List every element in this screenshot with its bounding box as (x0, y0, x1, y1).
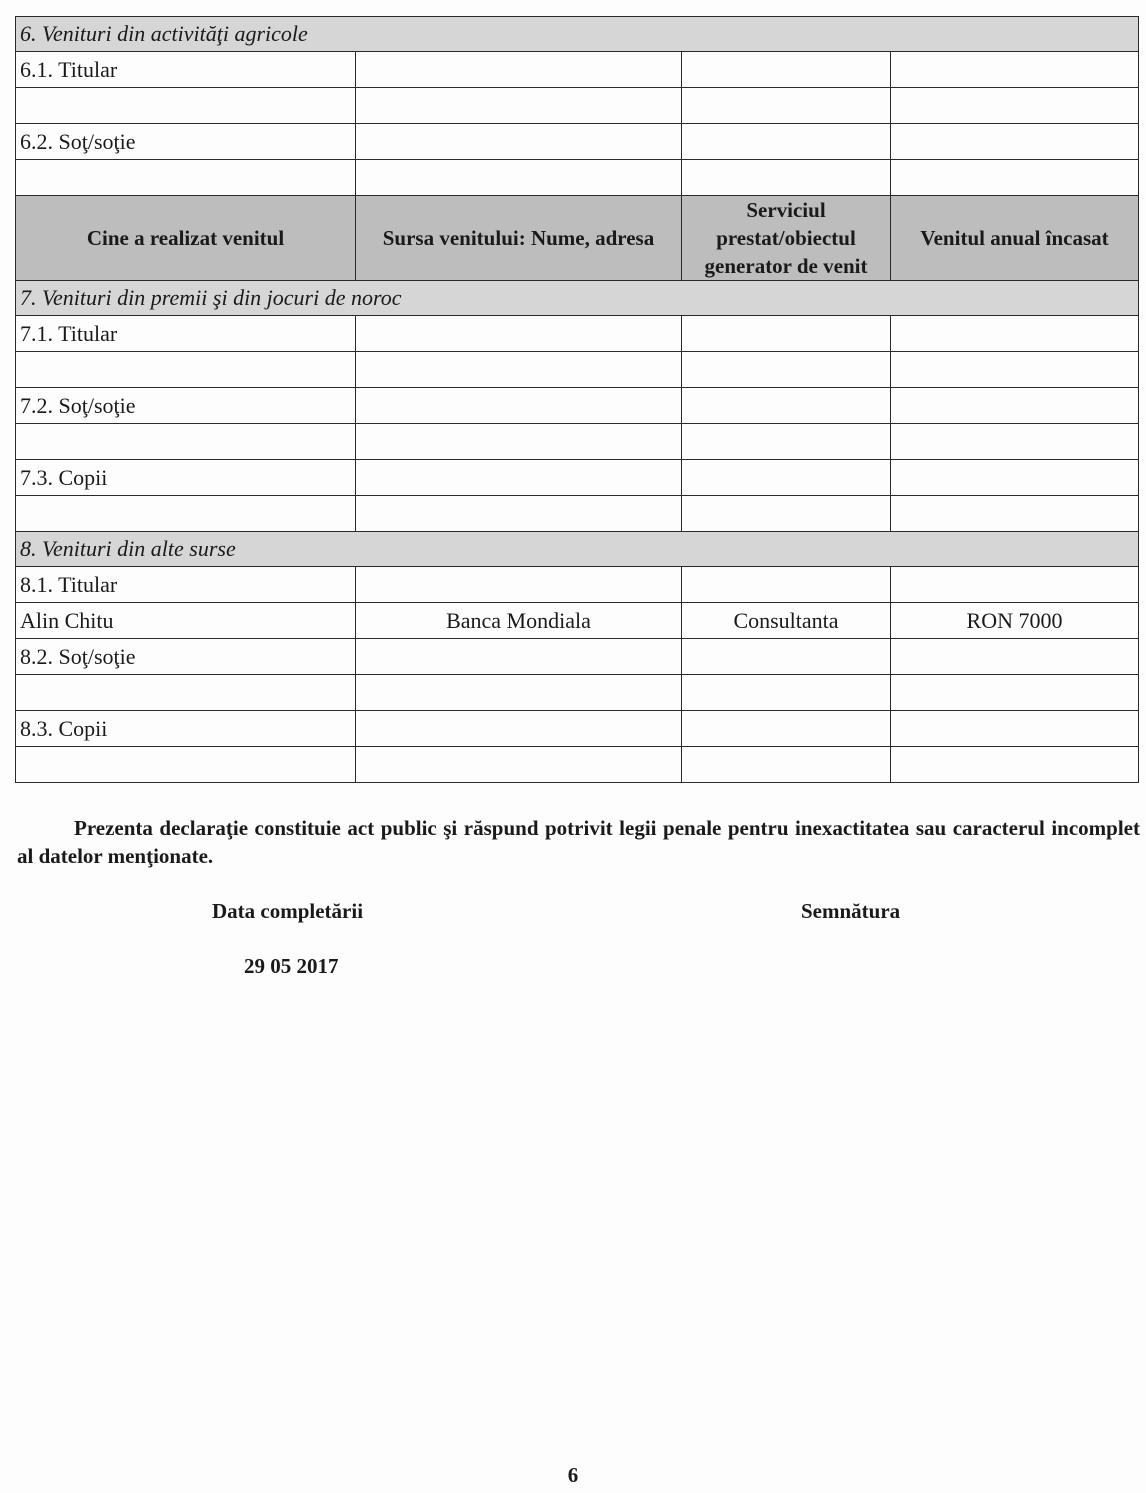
cell-service (682, 460, 891, 496)
table-row (16, 352, 1139, 388)
table-row (16, 316, 1139, 352)
date-label: Data completării (212, 899, 364, 923)
table-row (16, 424, 1139, 460)
cell-service (682, 639, 891, 675)
cell-service: Consultanta (682, 603, 891, 639)
cell-income (891, 567, 1139, 603)
cell-income: RON 7000 (891, 603, 1139, 639)
page-number: 6 (567, 1463, 579, 1487)
table-row (16, 711, 1139, 747)
cell-service (682, 124, 891, 160)
cell-income (891, 124, 1139, 160)
cell-income (891, 424, 1139, 460)
cell-source (356, 675, 682, 711)
cell-income (891, 496, 1139, 532)
cell-owner (16, 747, 356, 783)
cell-source (356, 160, 682, 196)
cell-source (356, 52, 682, 88)
cell-owner: 8.1. Titular (16, 567, 356, 603)
cell-income (891, 639, 1139, 675)
cell-owner (16, 352, 356, 388)
cell-service (682, 567, 891, 603)
cell-owner: 7.1. Titular (16, 316, 356, 352)
table-row (16, 460, 1139, 496)
table-row (16, 52, 1139, 88)
cell-source (356, 124, 682, 160)
section-7-title-row (16, 281, 1139, 316)
cell-owner (16, 424, 356, 460)
cell-service (682, 88, 891, 124)
cell-source: Banca Mondiala (356, 603, 682, 639)
table-row (16, 124, 1139, 160)
completion-date: 29 05 2017 (244, 954, 339, 978)
header-source: Sursa venitului: Nume, adresa (356, 196, 682, 281)
cell-owner: 8.2. Soţ/soţie (16, 639, 356, 675)
public-act-statement: Prezenta declaraţie constituie act public şi răspund potrivit legii penale pentru inexactitatea sau caracterul incomplet al datelor menţionate. (17, 816, 1140, 868)
cell-service (682, 496, 891, 532)
cell-income (891, 52, 1139, 88)
cell-income (891, 388, 1139, 424)
cell-source (356, 316, 682, 352)
table-row (16, 639, 1139, 675)
cell-source (356, 567, 682, 603)
cell-income (891, 460, 1139, 496)
cell-source (356, 388, 682, 424)
cell-service (682, 711, 891, 747)
section-6-title: 6. Venituri din activităţi agricole (16, 17, 1139, 52)
cell-source (356, 352, 682, 388)
cell-service (682, 52, 891, 88)
cell-owner: 6.2. Soţ/soţie (16, 124, 356, 160)
cell-owner: Alin Chitu (16, 603, 356, 639)
cell-source (356, 639, 682, 675)
cell-service (682, 424, 891, 460)
section-8-title-row (16, 532, 1139, 567)
cell-owner: 7.3. Copii (16, 460, 356, 496)
cell-service (682, 352, 891, 388)
cell-service (682, 675, 891, 711)
section-7-title: 7. Venituri din premii şi din jocuri de noroc (16, 281, 1139, 316)
table-row (16, 675, 1139, 711)
section-8-title: 8. Venituri din alte surse (16, 532, 1139, 567)
section-6-title-row (16, 17, 1139, 52)
table-row (16, 603, 1139, 639)
cell-service (682, 388, 891, 424)
cell-owner (16, 496, 356, 532)
table-row (16, 160, 1139, 196)
cell-source (356, 88, 682, 124)
cell-source (356, 424, 682, 460)
signature-label: Semnătura (801, 899, 901, 923)
table-row (16, 388, 1139, 424)
header-who: Cine a realizat venitul (16, 196, 356, 281)
cell-service (682, 747, 891, 783)
cell-income (891, 316, 1139, 352)
cell-service (682, 160, 891, 196)
cell-service (682, 316, 891, 352)
table-row (16, 747, 1139, 783)
column-header-row (16, 196, 1139, 281)
cell-income (891, 747, 1139, 783)
cell-source (356, 711, 682, 747)
income-table (15, 16, 1139, 783)
table-row (16, 567, 1139, 603)
header-service: Serviciul prestat/obiectul generator de venit (682, 196, 891, 281)
cell-source (356, 496, 682, 532)
cell-income (891, 675, 1139, 711)
cell-income (891, 352, 1139, 388)
cell-income (891, 88, 1139, 124)
cell-owner (16, 160, 356, 196)
cell-owner (16, 675, 356, 711)
table-row (16, 496, 1139, 532)
cell-owner: 6.1. Titular (16, 52, 356, 88)
cell-owner: 8.3. Copii (16, 711, 356, 747)
cell-source (356, 460, 682, 496)
header-income: Venitul anual încasat (891, 196, 1139, 281)
cell-source (356, 747, 682, 783)
cell-owner (16, 88, 356, 124)
cell-owner: 7.2. Soţ/soţie (16, 388, 356, 424)
cell-income (891, 160, 1139, 196)
cell-income (891, 711, 1139, 747)
table-row (16, 88, 1139, 124)
